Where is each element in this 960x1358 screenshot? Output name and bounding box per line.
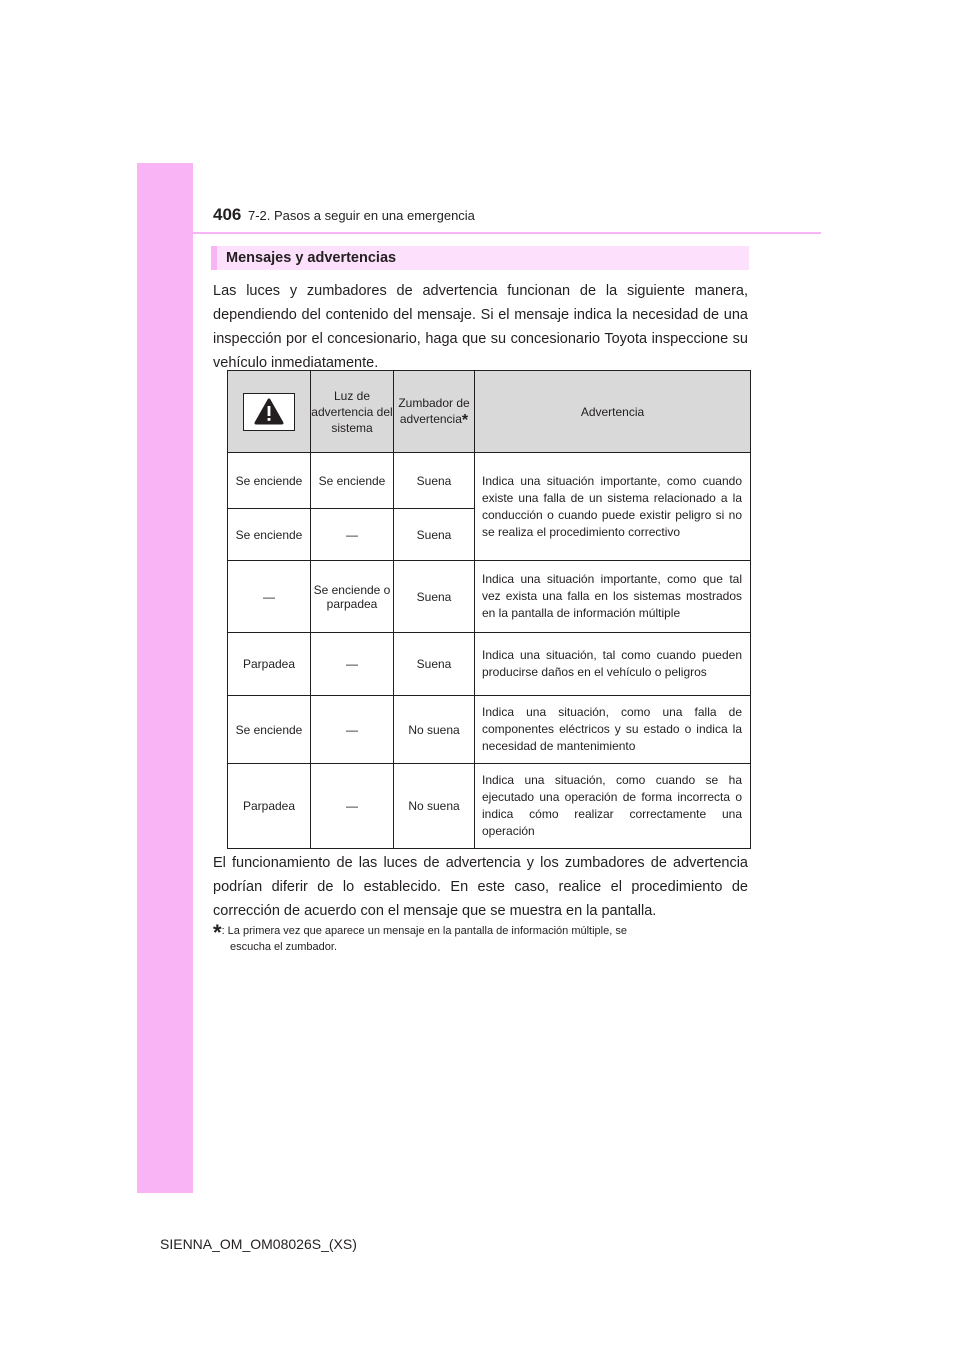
cell-desc: Indica una situación, como cuando se ha ejecutado una operación de forma incorrecta o indica cómo realizar correctamente una operación: [475, 764, 751, 849]
cell-desc: Indica una situación importante, como cuando existe una falla de un sistema relacionado a la conducción o cuando puede existir peligro si no se realiza el procedimiento correctivo: [475, 453, 751, 561]
chapter-title: 7-2. Pasos a seguir en una emergencia: [248, 208, 475, 223]
cell-buzzer: Suena: [394, 561, 475, 633]
buzzer-footnote-mark: *: [461, 411, 469, 429]
intro-paragraph: Las luces y zumbadores de advertencia funcionan de la siguiente manera, dependiendo del contenido del mensaje. Si el mensaje indica la necesidad de una inspección por el concesionario, haga que su concesionario Toyota inspeccione su vehículo inmediatamente.: [213, 283, 748, 371]
cell-system: —: [311, 764, 394, 849]
cell-buzzer: Suena: [394, 453, 475, 509]
cell-master: Parpadea: [228, 764, 311, 849]
section-heading: [211, 246, 749, 270]
section-title: Mensajes y advertencias: [226, 250, 397, 266]
table-row: [228, 453, 751, 509]
closing-paragraph: El funcionamiento de las luces de advertencia y los zumbadores de advertencia podrían diferir de lo establecido. En este caso, realice el procedimiento de corrección de acuerdo con el mensaje que se muestra en la pantalla.: [213, 855, 748, 919]
cell-buzzer: No suena: [394, 696, 475, 764]
footnote: [213, 920, 746, 955]
cell-master: —: [228, 561, 311, 633]
table-header-row: [228, 371, 751, 453]
table-row: [228, 633, 751, 696]
document-footer: SIENNA_OM_OM08026S_(XS): [160, 1236, 357, 1252]
cell-system: —: [311, 696, 394, 764]
header-buzzer: Zumbador de advertencia*: [394, 371, 475, 453]
header-rule: [193, 232, 821, 234]
header-master-warning: [228, 371, 311, 453]
cell-buzzer: Suena: [394, 633, 475, 696]
table-row: [228, 764, 751, 849]
cell-master: Parpadea: [228, 633, 311, 696]
cell-buzzer: Suena: [394, 509, 475, 561]
cell-desc: Indica una situación importante, como que tal vez exista una falla en los sistemas mostrados en la pantalla de información múltiple: [475, 561, 751, 633]
cell-system: —: [311, 633, 394, 696]
cell-system: Se enciende: [311, 453, 394, 509]
footnote-mark: *: [213, 920, 222, 945]
warning-triangle-icon: [243, 393, 295, 431]
cell-desc: Indica una situación, tal como cuando pueden producirse daños en el vehículo o peligros: [475, 633, 751, 696]
cell-master: Se enciende: [228, 696, 311, 764]
warning-table: [227, 370, 751, 849]
table-row: [228, 696, 751, 764]
chapter-side-tab: [137, 163, 193, 1193]
cell-master: Se enciende: [228, 509, 311, 561]
table-row: [228, 561, 751, 633]
header-warning: Advertencia: [475, 371, 751, 453]
footnote-line2: escucha el zumbador.: [230, 941, 338, 953]
footnote-line1: : La primera vez que aparece un mensaje en la pantalla de información múltiple, se: [221, 925, 627, 937]
cell-system: —: [311, 509, 394, 561]
cell-desc: Indica una situación, como una falla de componentes eléctricos y su estado o indica la necesidad de mantenimiento: [475, 696, 751, 764]
cell-master: Se enciende: [228, 453, 311, 509]
cell-system: Se enciende o parpadea: [311, 561, 394, 633]
cell-buzzer: No suena: [394, 764, 475, 849]
header-system-light: Luz de advertencia del sistema: [311, 371, 394, 453]
page-number: 406: [213, 205, 242, 224]
